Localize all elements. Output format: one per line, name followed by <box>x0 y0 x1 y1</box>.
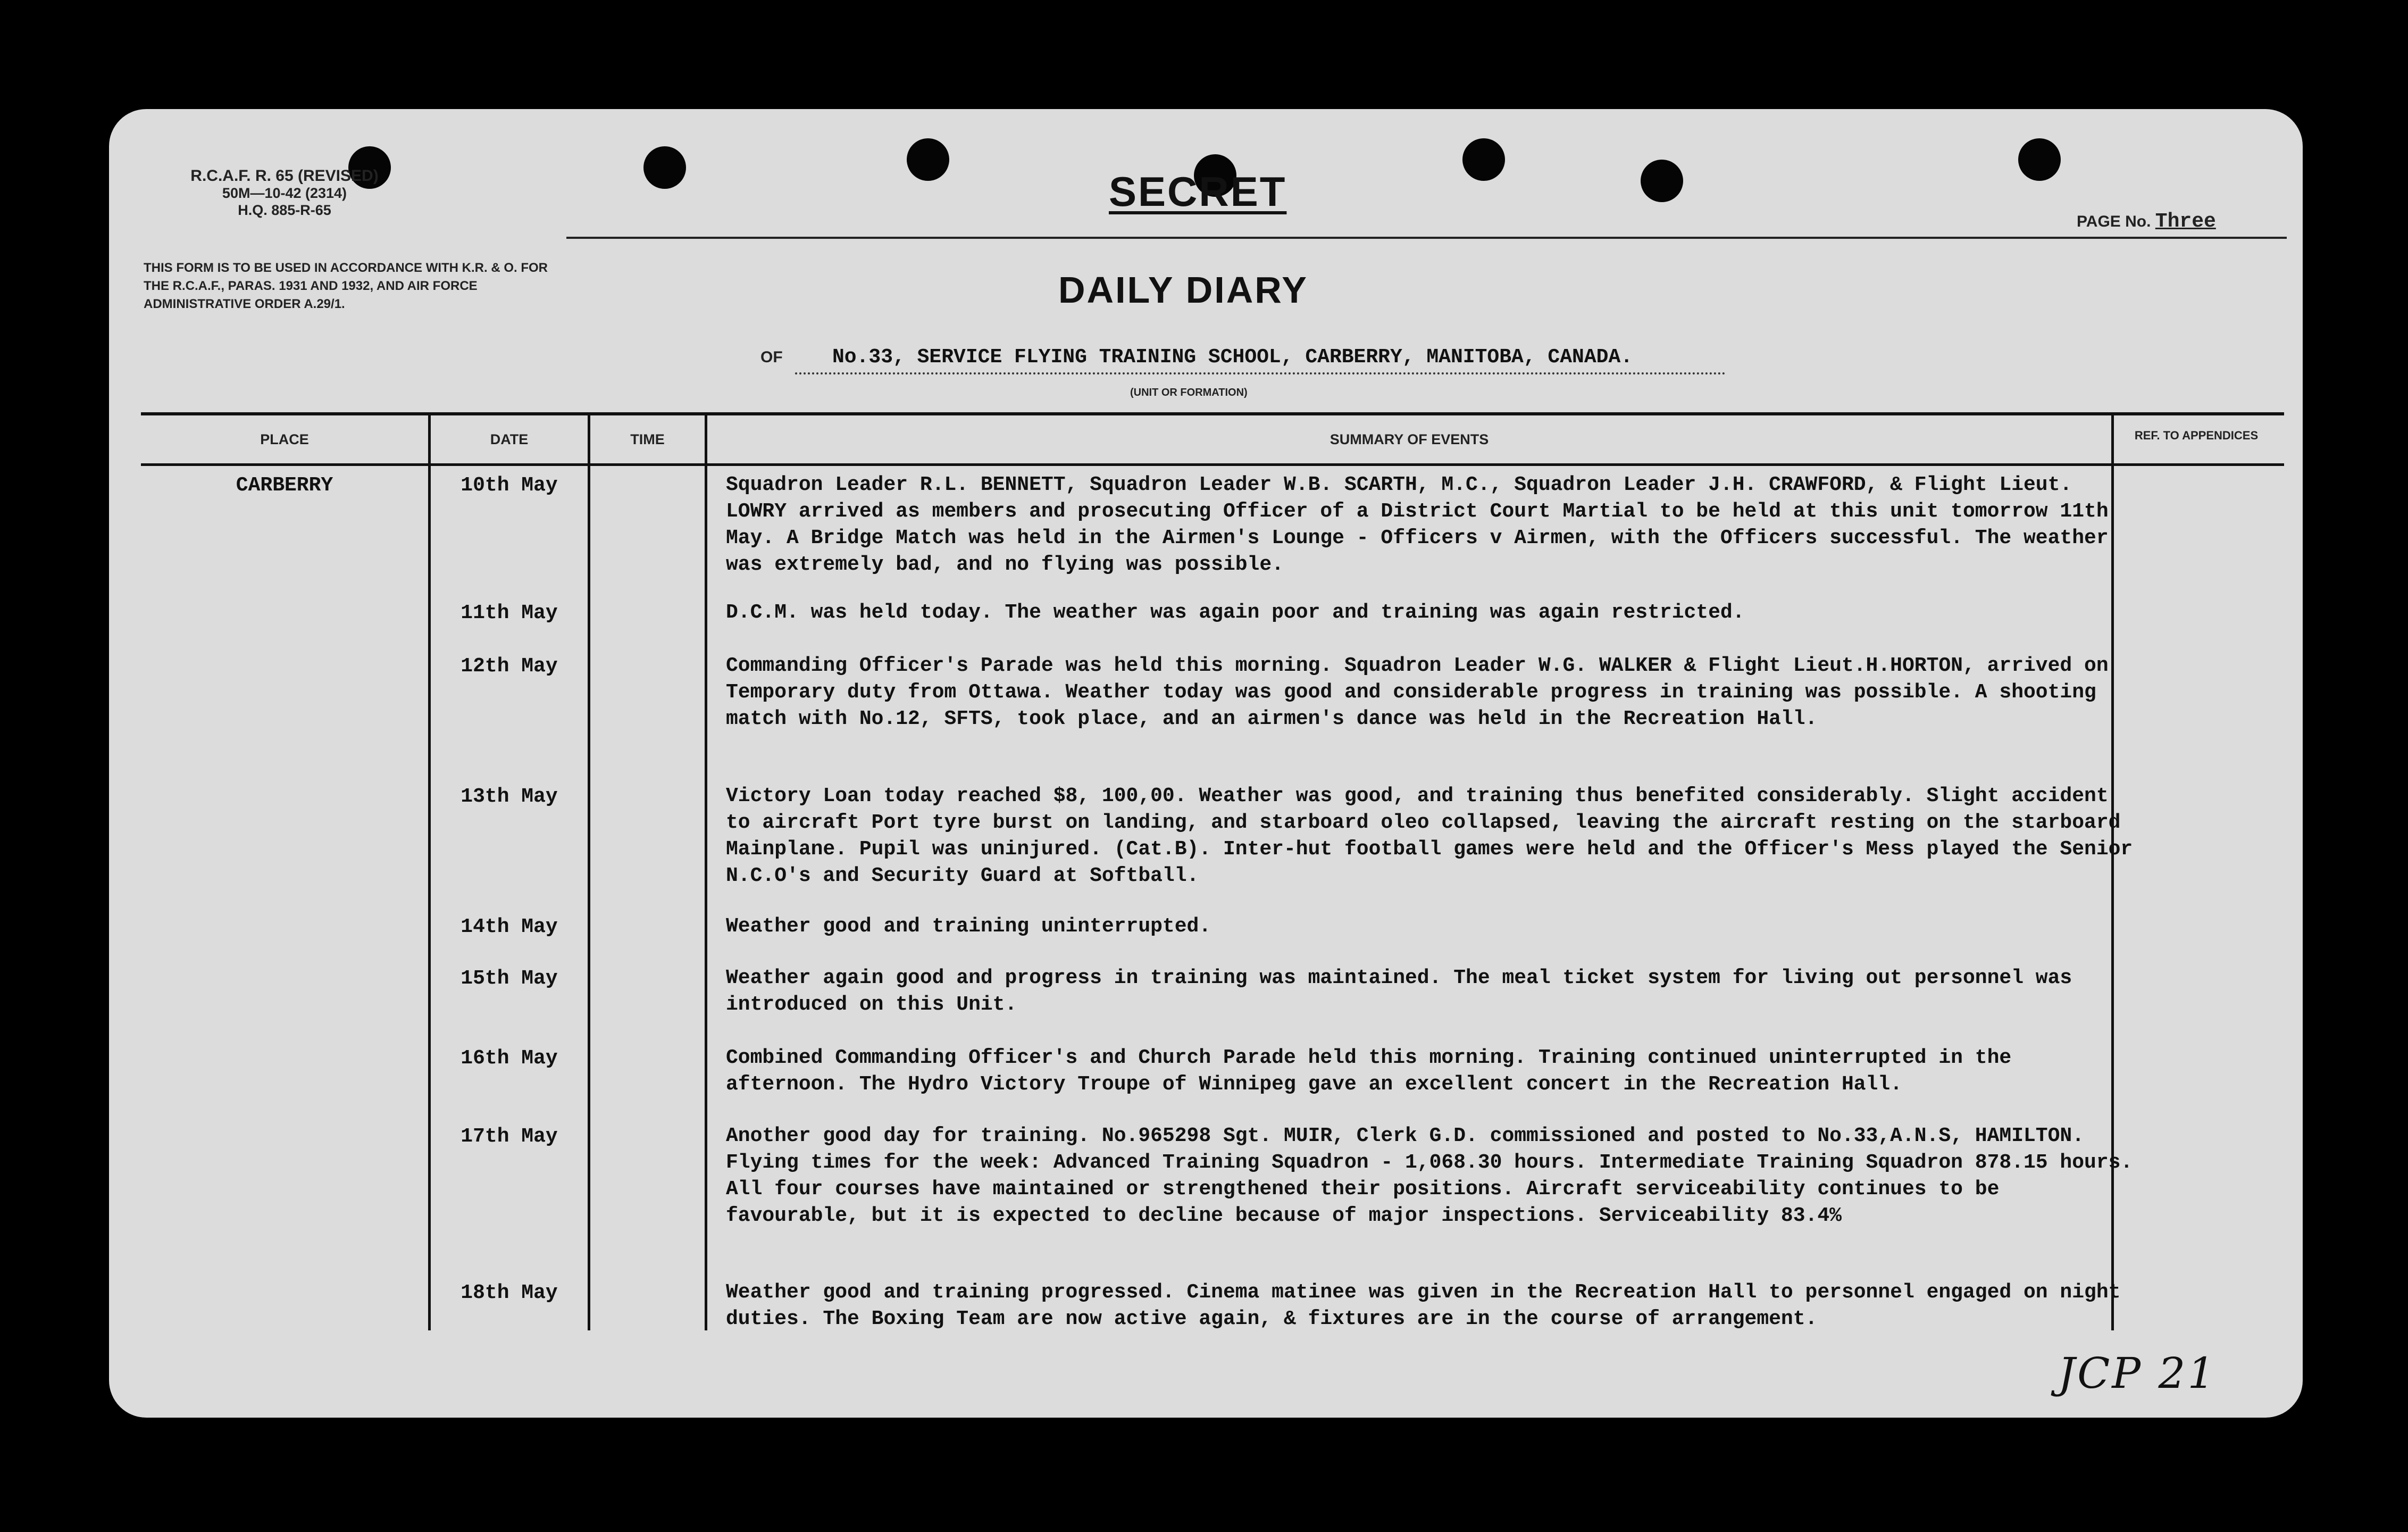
event-summary: Weather good and training progressed. Cinema matinee was given in the Recreation Hall to personnel engaged on night duties. The Boxing Team are now active again, & fixtures are in the course of arrangement. <box>726 1281 2133 1330</box>
punch-hole <box>2018 138 2061 181</box>
date-cell: 10th May <box>461 474 558 497</box>
page-title: DAILY DIARY <box>1058 269 1308 311</box>
event-summary: Another good day for training. No.965298 Sgt. MUIR, Clerk G.D. commissioned and posted to No.33,A.N.S, HAMILTON. Flying times for the week: Advanced Training Squadron - 1,068.30 hours. Intermediate Training Squadron 878.15 hours. All four courses have maintained or strengthened their positions. Aircraft serviceability continues to be favourable, but it is expected to decline because of major inspections. Serviceability 83.4% <box>726 1125 2145 1227</box>
date-cell: 15th May <box>461 967 558 990</box>
column-header-ref: REF. TO APPENDICES <box>2134 429 2259 442</box>
event-summary: Weather again good and progress in training was maintained. The meal ticket system for living out personnel was introduced on this Unit. <box>726 967 2085 1016</box>
date-cell: 16th May <box>461 1047 558 1070</box>
date-cell: 11th May <box>461 602 558 625</box>
column-header-place: PLACE <box>260 431 309 447</box>
column-header-summary: SUMMARY OF EVENTS <box>1330 431 1489 447</box>
diary-sheet <box>109 109 2303 1418</box>
column-header-date: DATE <box>490 431 529 447</box>
form-notice: THIS FORM IS TO BE USED IN ACCORDANCE WITH K.R. & O. FOR THE R.C.A.F., PARAS. 1931 AND 1932, AND AIR FORCE ADMINISTRATIVE ORDER A.29/1. <box>144 261 548 311</box>
unit-caption: (UNIT OR FORMATION) <box>1130 387 1248 398</box>
of-label: OF <box>760 348 783 366</box>
diary-table <box>141 412 2284 1330</box>
unit-name: No.33, SERVICE FLYING TRAINING SCHOOL, CARBERRY, MANITOBA, CANADA. <box>832 346 1633 369</box>
punch-hole <box>643 146 686 189</box>
punch-hole <box>1641 160 1683 202</box>
column-divider <box>705 415 707 1330</box>
column-divider <box>588 415 590 1330</box>
header-divider <box>141 463 2284 466</box>
column-divider <box>428 415 431 1330</box>
form-id-line: R.C.A.F. R. 65 (REVISED) <box>190 167 379 185</box>
page-number <box>2077 210 2216 233</box>
date-cell: 13th May <box>461 785 558 808</box>
classification-heading: SECRET <box>1109 168 1287 215</box>
event-summary: Combined Commanding Officer's and Church Parade held this morning. Training continued uninterrupted in the afternoon. The Hydro Victory Troupe of Winnipeg gave an excellent concert in the Recreation Hall. <box>726 1046 2024 1096</box>
event-summary: D.C.M. was held today. The weather was again poor and training was again restricted. <box>726 601 1745 624</box>
punch-hole <box>907 138 949 181</box>
unit-underline <box>795 372 1726 374</box>
place-cell: CARBERRY <box>236 474 333 497</box>
form-id-line: 50M—10-42 (2314) <box>222 185 347 201</box>
form-identifier <box>157 168 412 219</box>
handwritten-initials: JCP 21 <box>2058 1348 2217 1398</box>
column-header-time: TIME <box>630 431 665 447</box>
form-id-line: H.Q. 885-R-65 <box>238 202 331 218</box>
event-summary: Commanding Officer's Parade was held this morning. Squadron Leader W.G. WALKER & Flight Lieut.H.HORTON, arrived on Temporary duty from Ottawa. Weather today was good and considerable progress in training was possible. A shooting match with No.12, SFTS, took place, and an airmen's dance was held in the Recreation Hall. <box>726 654 2121 730</box>
page-number-value: Three <box>2155 210 2216 233</box>
date-cell: 14th May <box>461 915 558 938</box>
event-summary: Squadron Leader R.L. BENNETT, Squadron Leader W.B. SCARTH, M.C., Squadron Leader J.H. CRAWFORD, & Flight Lieut. LOWRY arrived as members and prosecuting Officer of a District Court Martial to be held at this unit tomorrow 11th May. A Bridge Match was held in the Airmen's Lounge - Officers v Airmen, with the Officers successful. The weather was extremely bad, and no flying was possible. <box>726 473 2121 576</box>
date-cell: 12th May <box>461 655 558 678</box>
date-cell: 18th May <box>461 1281 558 1304</box>
date-cell: 17th May <box>461 1125 558 1148</box>
header-rule <box>566 237 2287 239</box>
punch-hole <box>1462 138 1505 181</box>
page-number-label: PAGE No. <box>2077 213 2151 230</box>
event-summary: Victory Loan today reached $8, 100,00. Weather was good, and training thus benefited considerably. Slight accident to aircraft Port tyre burst on landing, and starboard oleo collapsed, leaving the aircraft resting on the starboard Mainplane. Pupil was uninjured. (Cat.B). Inter-hut football games were held and the Officer's Mess played the Senior N.C.O's and Security Guard at Softball. <box>726 785 2145 887</box>
event-summary: Weather good and training uninterrupted. <box>726 915 1211 938</box>
